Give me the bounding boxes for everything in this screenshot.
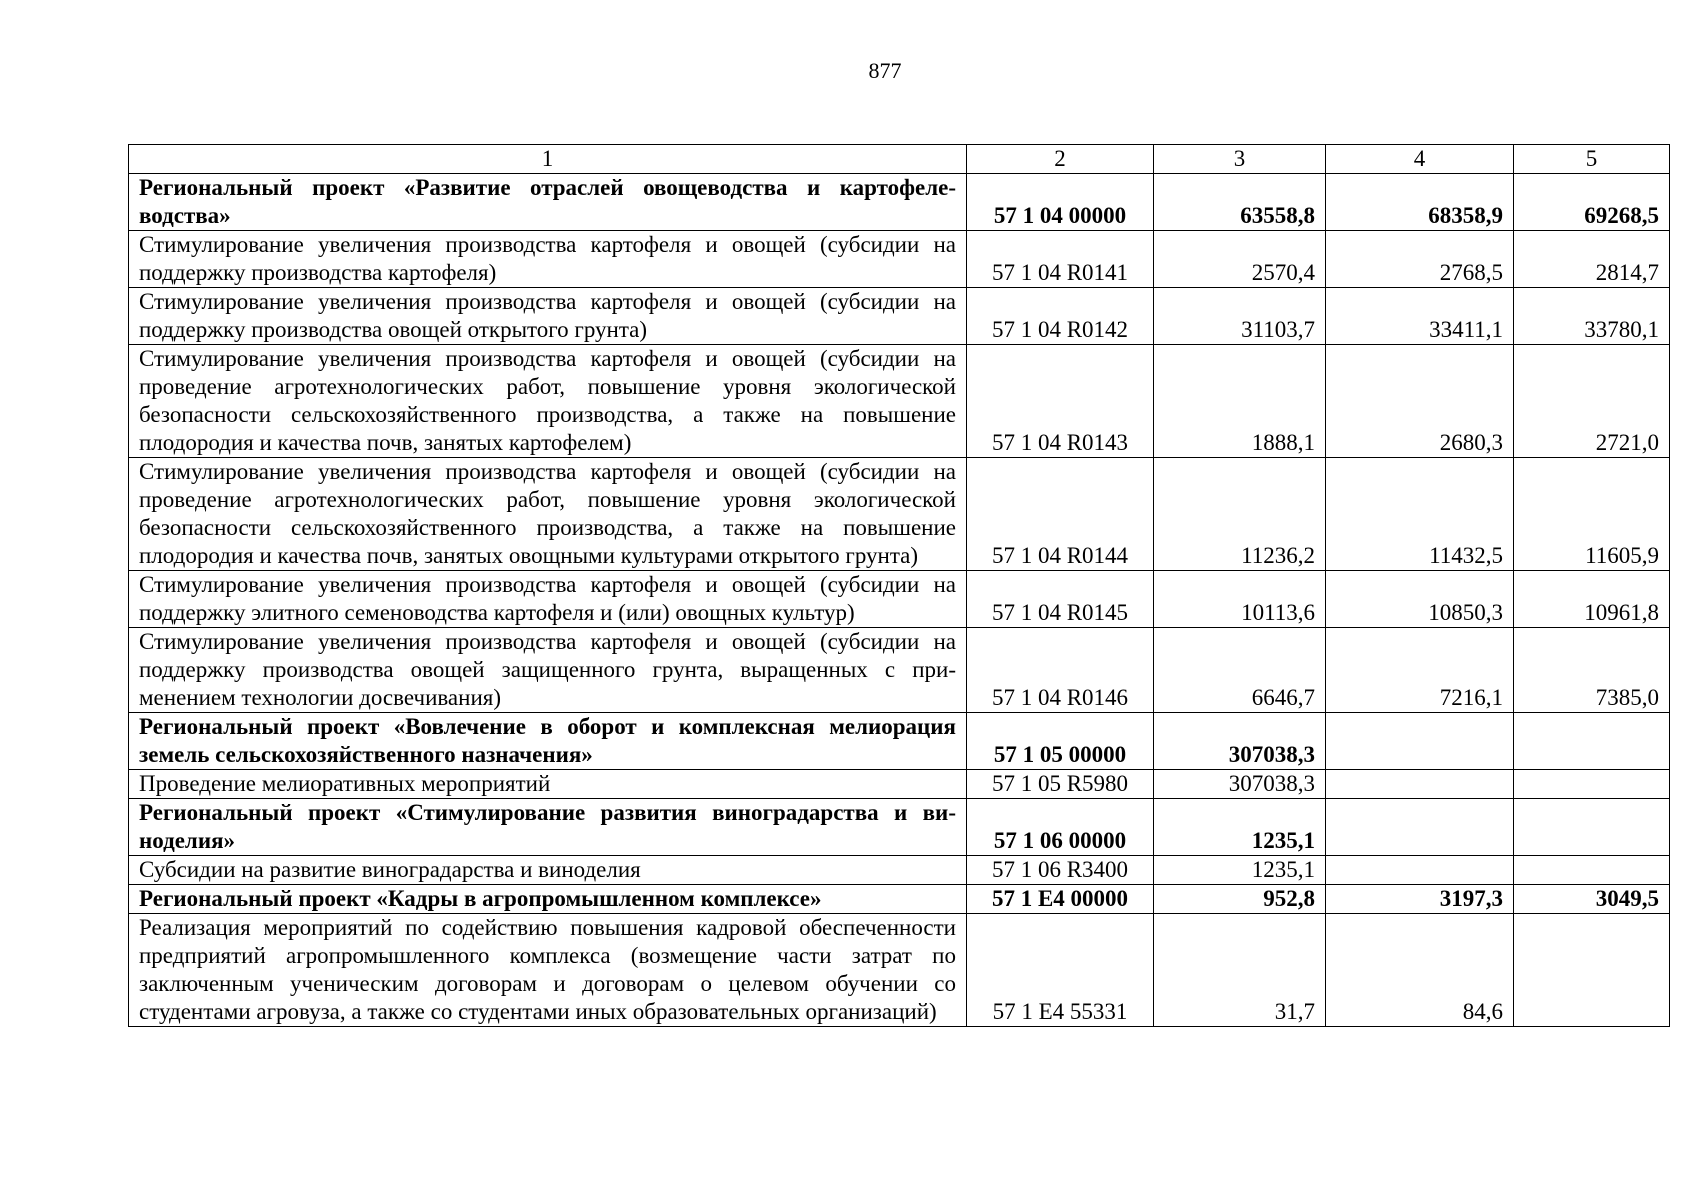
row-value-4: 84,6 — [1326, 914, 1514, 1027]
row-value-3: 63558,8 — [1154, 174, 1326, 231]
table-row — [129, 856, 1670, 885]
row-value-3: 6646,7 — [1154, 628, 1326, 713]
row-code: 57 1 04 00000 — [967, 174, 1154, 231]
row-code: 57 1 04 R0142 — [967, 288, 1154, 345]
row-value-3: 307038,3 — [1154, 770, 1326, 799]
table-row — [129, 231, 1670, 288]
row-value-5: 11605,9 — [1514, 458, 1670, 571]
row-code: 57 1 04 R0143 — [967, 345, 1154, 458]
header-cell-1: 1 — [129, 145, 967, 174]
row-value-5: 3049,5 — [1514, 885, 1670, 914]
row-value-4: 68358,9 — [1326, 174, 1514, 231]
row-value-4: 3197,3 — [1326, 885, 1514, 914]
row-value-4: 2768,5 — [1326, 231, 1514, 288]
row-description: Субсидии на развитие виноградарства и виноделия — [129, 856, 967, 885]
table-row-project — [129, 713, 1670, 770]
row-value-5 — [1514, 713, 1670, 770]
table-row — [129, 458, 1670, 571]
table-row — [129, 288, 1670, 345]
header-cell-2: 2 — [967, 145, 1154, 174]
row-code: 57 1 E4 00000 — [967, 885, 1154, 914]
row-code: 57 1 06 R3400 — [967, 856, 1154, 885]
row-value-4: 7216,1 — [1326, 628, 1514, 713]
row-value-5: 33780,1 — [1514, 288, 1670, 345]
row-description: Проведение мелиоративных мероприятий — [129, 770, 967, 799]
row-code: 57 1 04 R0146 — [967, 628, 1154, 713]
budget-table — [128, 144, 1670, 1027]
row-value-5: 69268,5 — [1514, 174, 1670, 231]
row-value-3: 952,8 — [1154, 885, 1326, 914]
row-description: Стимулирование увеличения производства картофеля и овощей (субсидии на поддержку производства овощей защищенного грунта, выращенных с применением технологии досвечивания) — [129, 628, 967, 713]
row-value-4: 10850,3 — [1326, 571, 1514, 628]
row-description: Стимулирование увеличения производства картофеля и овощей (субсидии на проведение агротехнологических работ, повышение уровня экологической безопасности сельскохозяйственного производства, а также на повышение плодородия и качества почв, занятых овощными культурами открытого грунта) — [129, 458, 967, 571]
row-code: 57 1 04 R0145 — [967, 571, 1154, 628]
table-row — [129, 571, 1670, 628]
row-description: Региональный проект «Вовлечение в оборот и комплексная мелиорация земель сельскохозяйственного назначения» — [129, 713, 967, 770]
row-description: Реализация мероприятий по содействию повышения кадровой обеспеченности предприятий агропромышленного комплекса (возмещение части затрат по заключенным ученическим договорам и договорам о целевом обучении со студентами агровуза, а также со студентами иных образовательных организаций) — [129, 914, 967, 1027]
row-value-5: 7385,0 — [1514, 628, 1670, 713]
row-code: 57 1 05 R5980 — [967, 770, 1154, 799]
table-row — [129, 628, 1670, 713]
header-row — [129, 145, 1670, 174]
row-code: 57 1 04 R0144 — [967, 458, 1154, 571]
row-value-4 — [1326, 713, 1514, 770]
row-description: Стимулирование увеличения производства картофеля и овощей (субсидии на проведение агротехнологических работ, повышение уровня экологической безопасности сельскохозяйственного производства, а также на повышение плодородия и качества почв, занятых картофелем) — [129, 345, 967, 458]
row-value-5: 2814,7 — [1514, 231, 1670, 288]
row-value-5 — [1514, 799, 1670, 856]
row-description: Региональный проект «Развитие отраслей овощеводства и картофелеводства» — [129, 174, 967, 231]
page-number: 877 — [868, 58, 902, 83]
row-value-4: 11432,5 — [1326, 458, 1514, 571]
row-code: 57 1 E4 55331 — [967, 914, 1154, 1027]
table-row-project — [129, 799, 1670, 856]
row-code: 57 1 06 00000 — [967, 799, 1154, 856]
row-value-3: 1235,1 — [1154, 856, 1326, 885]
row-value-5 — [1514, 856, 1670, 885]
row-code: 57 1 04 R0141 — [967, 231, 1154, 288]
row-value-3: 10113,6 — [1154, 571, 1326, 628]
row-value-4: 2680,3 — [1326, 345, 1514, 458]
row-value-3: 307038,3 — [1154, 713, 1326, 770]
table-row-project — [129, 885, 1670, 914]
row-value-3: 31,7 — [1154, 914, 1326, 1027]
table-row-project — [129, 174, 1670, 231]
header-cell-4: 4 — [1326, 145, 1514, 174]
row-description: Стимулирование увеличения производства картофеля и овощей (субсидии на поддержку производства овощей открытого грунта) — [129, 288, 967, 345]
row-value-3: 11236,2 — [1154, 458, 1326, 571]
table-body — [129, 145, 1670, 1027]
row-description: Стимулирование увеличения производства картофеля и овощей (субсидии на поддержку элитного семеноводства картофеля и (или) овощных культур) — [129, 571, 967, 628]
row-value-5: 10961,8 — [1514, 571, 1670, 628]
header-cell-3: 3 — [1154, 145, 1326, 174]
row-description: Региональный проект «Стимулирование развития виноградарства и виноделия» — [129, 799, 967, 856]
row-value-4 — [1326, 856, 1514, 885]
row-value-4: 33411,1 — [1326, 288, 1514, 345]
row-value-4 — [1326, 799, 1514, 856]
row-value-3: 1235,1 — [1154, 799, 1326, 856]
row-value-4 — [1326, 770, 1514, 799]
header-cell-5: 5 — [1514, 145, 1670, 174]
row-value-5 — [1514, 770, 1670, 799]
table-row — [129, 770, 1670, 799]
row-description: Региональный проект «Кадры в агропромышленном комплексе» — [129, 885, 967, 914]
row-value-5: 2721,0 — [1514, 345, 1670, 458]
row-value-3: 31103,7 — [1154, 288, 1326, 345]
row-code: 57 1 05 00000 — [967, 713, 1154, 770]
row-value-3: 1888,1 — [1154, 345, 1326, 458]
table-row — [129, 914, 1670, 1027]
row-value-5 — [1514, 914, 1670, 1027]
table-row — [129, 345, 1670, 458]
row-value-3: 2570,4 — [1154, 231, 1326, 288]
row-description: Стимулирование увеличения производства картофеля и овощей (субсидии на поддержку производства картофеля) — [129, 231, 967, 288]
